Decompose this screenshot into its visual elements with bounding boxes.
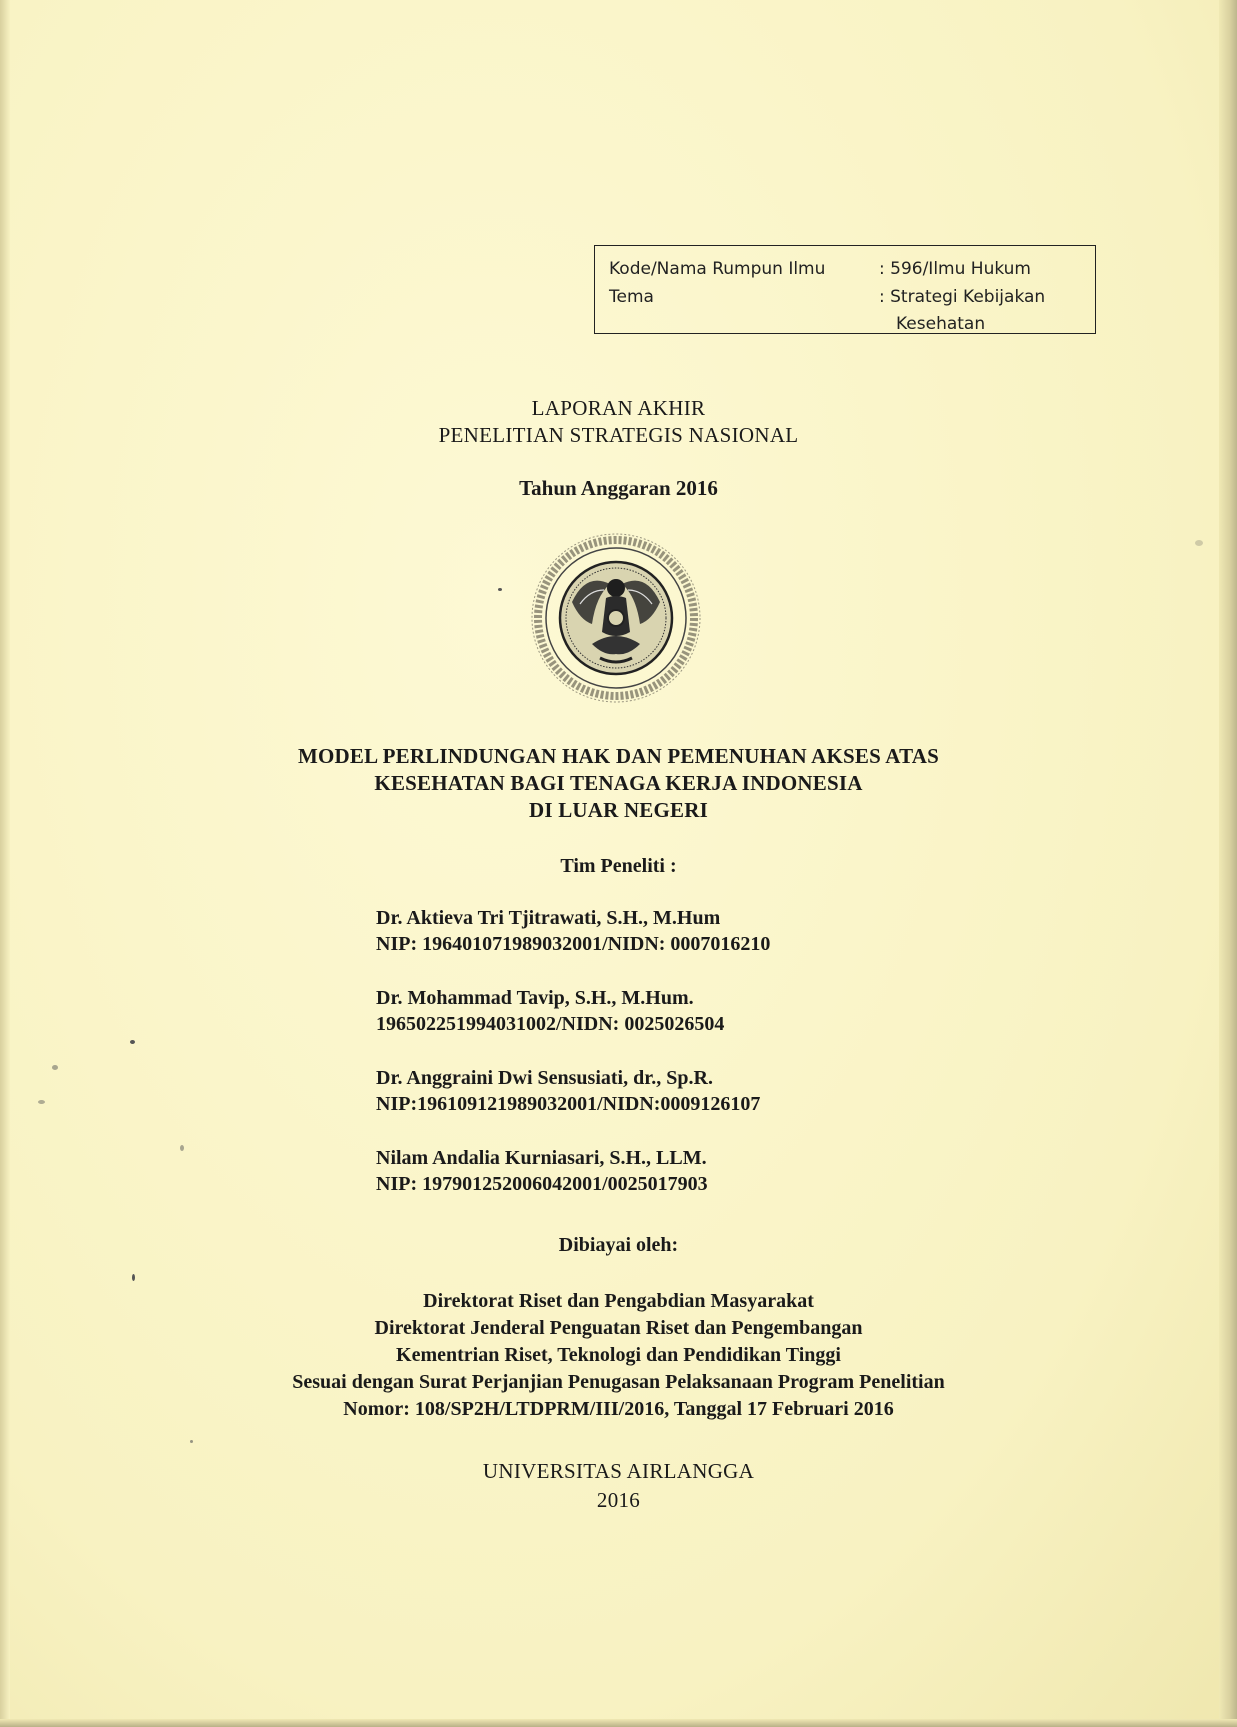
classification-box [594, 245, 1096, 334]
university-seal-icon [530, 532, 702, 704]
info-label: Tema [609, 287, 654, 307]
researcher-entry [376, 985, 1016, 1037]
researcher-name: Dr. Aktieva Tri Tjitrawati, S.H., M.Hum [376, 907, 721, 929]
info-label: Kode/Nama Rumpun Ilmu [609, 259, 826, 279]
report-type: LAPORAN AKHIR [531, 396, 706, 420]
funder-list [0, 1288, 1237, 1423]
institution-name: UNIVERSITAS AIRLANGGA [482, 1459, 755, 1483]
researcher-name: Dr. Anggraini Dwi Sensusiati, dr., Sp.R. [376, 1067, 713, 1089]
researcher-entry [376, 1065, 1016, 1117]
title-line: KESEHATAN BAGI TENAGA KERJA INDONESIA [374, 771, 863, 795]
scan-speck [180, 1145, 184, 1151]
researcher-list [376, 905, 1016, 1225]
funder-line: Kementrian Riset, Teknologi dan Pendidikan Tinggi [396, 1344, 841, 1366]
researcher-entry [376, 1145, 1016, 1197]
funder-line: Direktorat Riset dan Pengabdian Masyarakat [423, 1290, 814, 1312]
researcher-id: NIP: 197901252006042001/0025017903 [376, 1173, 708, 1195]
funder-line: Nomor: 108/SP2H/LTDPRM/III/2016, Tanggal 17 Februari 2016 [343, 1398, 894, 1420]
page-edge-bottom [0, 1719, 1237, 1727]
funder-line: Direktorat Jenderal Penguatan Riset dan Pengembangan [374, 1317, 863, 1339]
researcher-id: NIP: 196401071989032001/NIDN: 0007016210 [376, 933, 771, 955]
scan-speck [498, 588, 502, 591]
scan-speck [52, 1065, 58, 1070]
info-row-field [609, 255, 1095, 283]
researcher-id: 196502251994031002/NIDN: 0025026504 [376, 1013, 725, 1035]
info-value: : 596/Ilmu Hukum [879, 259, 1031, 279]
researcher-name: Nilam Andalia Kurniasari, S.H., LLM. [376, 1147, 707, 1169]
title-line: DI LUAR NEGERI [529, 798, 708, 822]
team-heading: Tim Peneliti : [560, 855, 677, 877]
title-line: MODEL PERLINDUNGAN HAK DAN PEMENUHAN AKSES ATAS [297, 744, 940, 768]
scan-speck [130, 1040, 135, 1044]
researcher-entry [376, 905, 1016, 957]
funded-heading: Dibiayai oleh: [558, 1234, 679, 1256]
budget-year: Tahun Anggaran 2016 [519, 476, 718, 500]
researcher-name: Dr. Mohammad Tavip, S.H., M.Hum. [376, 987, 694, 1009]
scan-speck [1195, 540, 1203, 546]
scan-speck [38, 1100, 45, 1104]
scan-speck [190, 1440, 193, 1443]
researcher-id: NIP:196109121989032001/NIDN:0009126107 [376, 1093, 761, 1115]
scan-speck [132, 1274, 135, 1281]
report-heading [0, 395, 1237, 449]
info-row-theme [609, 283, 1095, 311]
info-value-continuation: Kesehatan [896, 314, 986, 334]
institution-year: 2016 [596, 1488, 641, 1512]
institution-block [0, 1457, 1237, 1515]
info-value: : Strategi Kebijakan [879, 287, 1046, 307]
research-title [0, 743, 1237, 824]
funder-line: Sesuai dengan Surat Perjanjian Penugasan Pelaksanaan Program Penelitian [292, 1371, 945, 1393]
report-program: PENELITIAN STRATEGIS NASIONAL [438, 423, 799, 447]
